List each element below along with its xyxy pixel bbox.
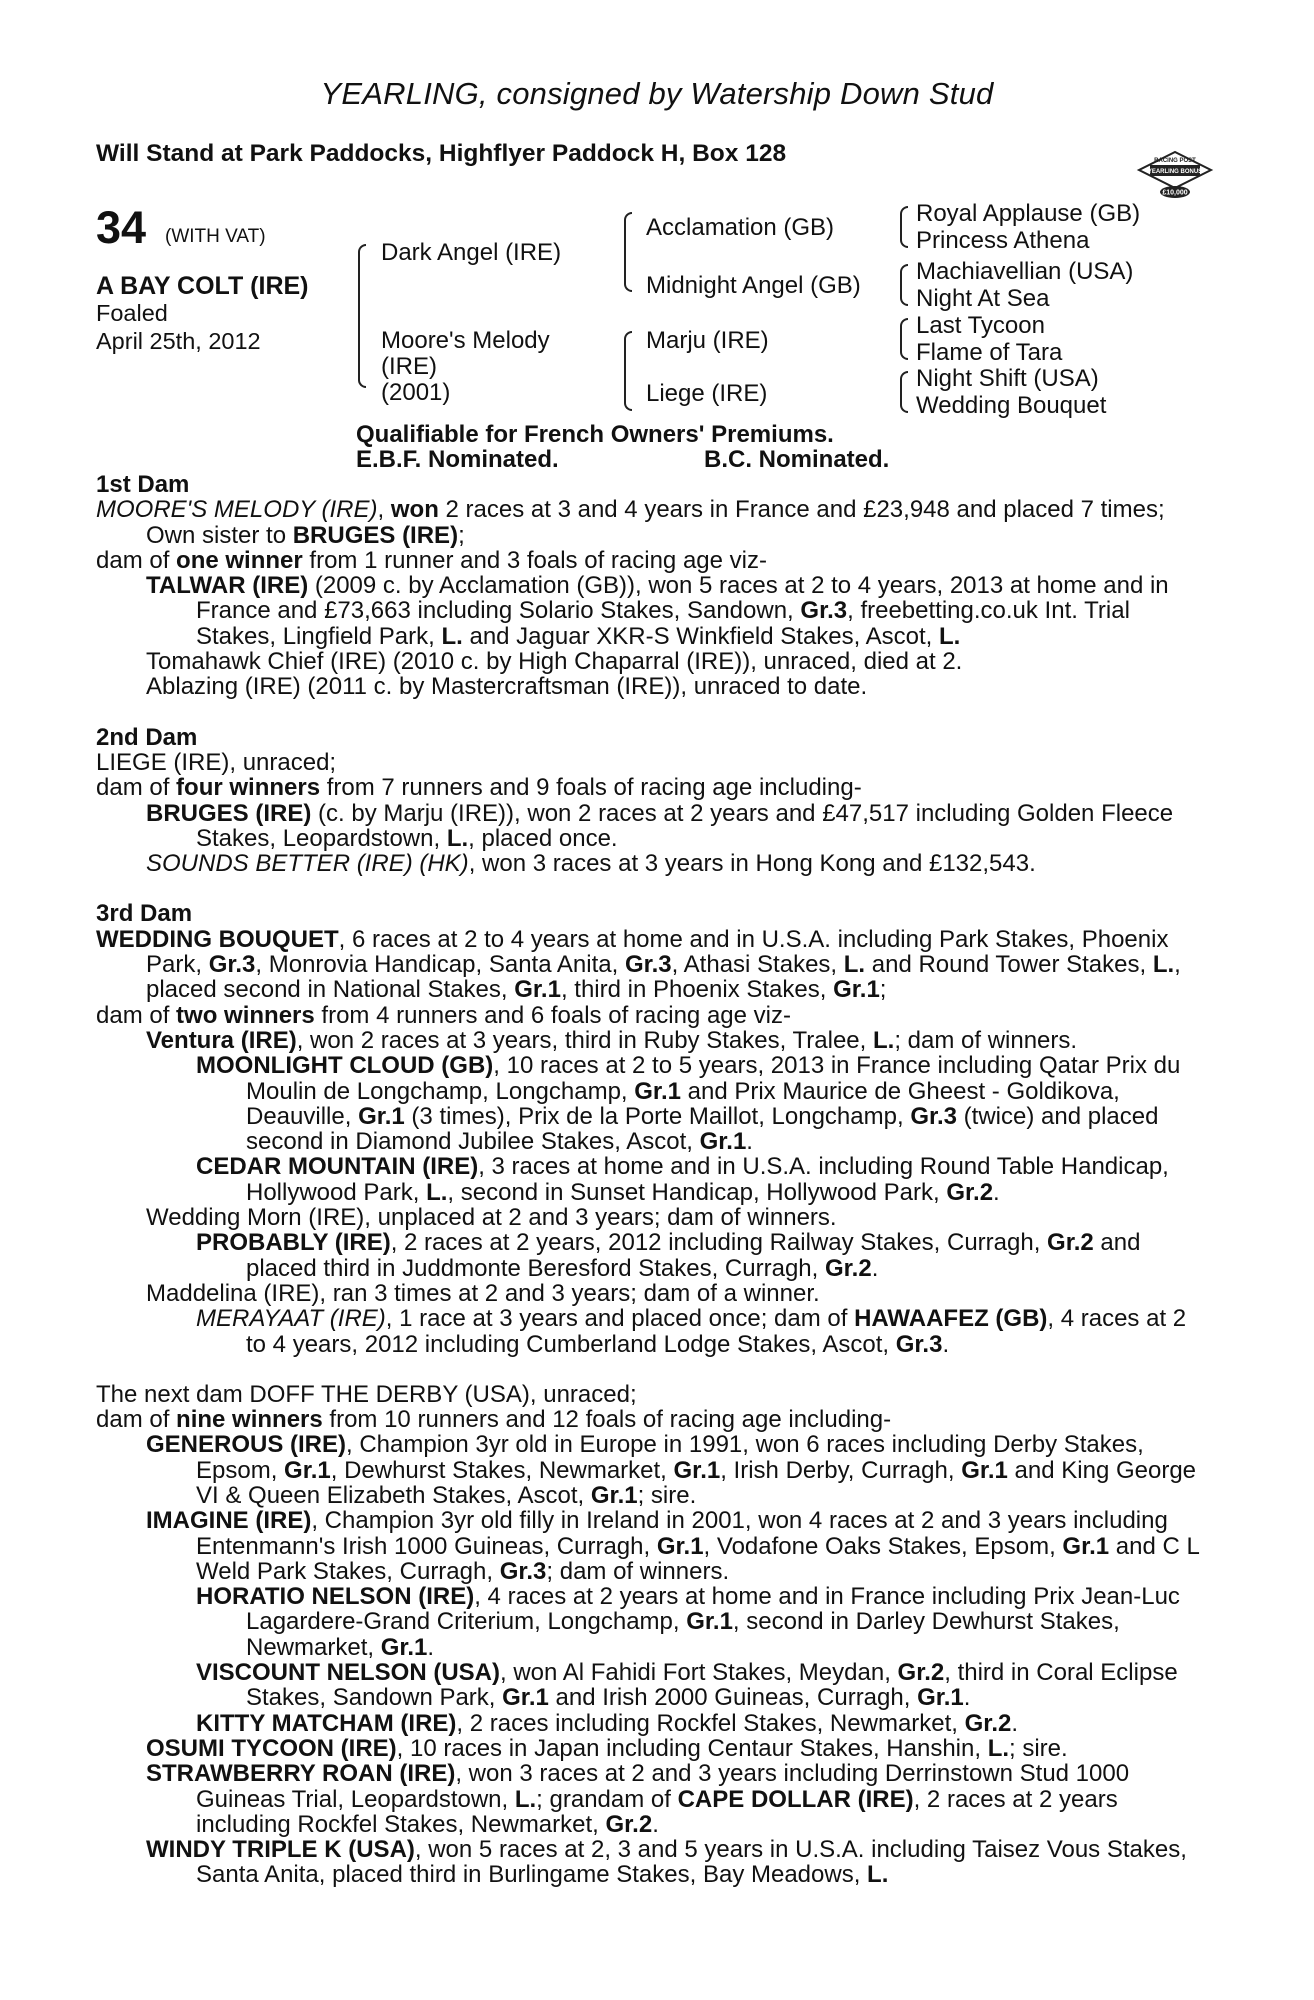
pedigree-entry: SOUNDS BETTER (IRE) (HK), won 3 races at 3 years in Hong Kong and £132,543. (146, 850, 1036, 878)
pedigree-brace (900, 206, 908, 248)
pedigree-brace (900, 371, 908, 413)
french-premiums-note: Qualifiable for French Owners' Premiums. (356, 421, 834, 448)
yearling-bonus-badge (1136, 148, 1214, 200)
pedigree-entry: dam of four winners from 7 runners and 9 foals of racing age including- (96, 774, 862, 802)
pedigree-entry: STRAWBERRY ROAN (IRE), won 3 races at 2 and 3 years including Derrinstown Stud 1000 Guineas Trial, Leopardstown, L.; grandam of CAPE DOLLAR (IRE), 2 races at 2 years including Rockfel Stakes, Newmarket, Gr.2. (146, 1760, 1130, 1838)
lot-number: 34 (96, 202, 147, 253)
pedigree-entry: VISCOUNT NELSON (USA), won Al Fahidi Fort Stakes, Meydan, Gr.2, third in Coral Eclipse Stakes, Sandown Park, Gr.1 and Irish 2000 Guineas, Curragh, Gr.1. (196, 1659, 1178, 1712)
pedigree-entry: Ventura (IRE), won 2 races at 3 years, third in Ruby Stakes, Tralee, L.; dam of winners. (146, 1026, 1078, 1054)
pedigree-entry: OSUMI TYCOON (IRE), 10 races in Japan including Centaur Stakes, Hanshin, L.; sire. (146, 1734, 1068, 1762)
pedigree-brace (900, 318, 908, 360)
pedigree-sire-sire: Acclamation (GB) (646, 214, 835, 241)
second-dam-heading: 2nd Dam (96, 723, 198, 751)
pedigree-entry: HORATIO NELSON (IRE), 4 races at 2 years at home and in France including Prix Jean-Luc Lagardere-Grand Criterium, Longchamp, Gr.1, second in Darley Dewhurst Stakes, Newmarket, Gr.1. (196, 1583, 1180, 1661)
pedigree-dds: Night Shift (USA) (916, 365, 1099, 392)
foaled-date: April 25th, 2012 (96, 328, 261, 354)
pedigree-entry: MERAYAAT (IRE), 1 race at 3 years and placed once; dam of HAWAAFEZ (GB), 4 races at 2 to 4 years, 2012 including Cumberland Lodge Stakes, Ascot, Gr.3. (196, 1305, 1187, 1358)
pedigree-dam-sire: Marju (IRE) (646, 327, 769, 354)
yearling-bonus-badge-icon (1136, 148, 1214, 200)
pedigree-entry: Tomahawk Chief (IRE) (2010 c. by High Chaparral (IRE)), unraced, died at 2. (146, 648, 963, 676)
first-dam-heading: 1st Dam (96, 471, 190, 498)
pedigree-entry: The next dam DOFF THE DERBY (USA), unraced; (96, 1380, 637, 1408)
pedigree-entry: KITTY MATCHAM (IRE), 2 races including Rockfel Stakes, Newmarket, Gr.2. (196, 1709, 1019, 1737)
pedigree-dam-line-2: (IRE) (381, 353, 437, 380)
stand-location: Will Stand at Park Paddocks, Highflyer Paddock H, Box 128 (96, 140, 787, 167)
pedigree-entry: dam of nine winners from 10 runners and 12 foals of racing age including- (96, 1406, 892, 1434)
pedigree-ddd: Wedding Bouquet (916, 392, 1107, 419)
pedigree-sss: Royal Applause (GB) (916, 200, 1141, 227)
bc-nominated: B.C. Nominated. (704, 446, 890, 473)
vat-note: (WITH VAT) (165, 226, 266, 247)
pedigree-entry: Ablazing (IRE) (2011 c. by Mastercraftsman (IRE)), unraced to date. (146, 673, 868, 701)
pedigree-entry: Maddelina (IRE), ran 3 times at 2 and 3 years; dam of a winner. (146, 1279, 820, 1307)
pedigree-sds: Machiavellian (USA) (916, 258, 1134, 285)
second-dam-section (96, 750, 1202, 876)
pedigree-dss: Last Tycoon (916, 312, 1045, 339)
next-dam-section (96, 1382, 1202, 1888)
pedigree-dsd: Flame of Tara (916, 339, 1063, 366)
pedigree-brace (624, 212, 632, 292)
pedigree-sire-dam: Midnight Angel (GB) (646, 272, 861, 299)
pedigree-entry: dam of two winners from 4 runners and 6 foals of racing age viz- (96, 1001, 791, 1029)
pedigree-entry: GENEROUS (IRE), Champion 3yr old in Europe in 1991, won 6 races including Derby Stakes, Epsom, Gr.1, Dewhurst Stakes, Newmarket, Gr.1, Irish Derby, Curragh, Gr.1 and King George VI & Queen Elizabeth Stakes, Ascot, Gr.1; sire. (146, 1431, 1197, 1509)
lot-name: A BAY COLT (IRE) (96, 272, 309, 300)
ebf-nominated: E.B.F. Nominated. (356, 446, 559, 473)
pedigree-entry: dam of one winner from 1 runner and 3 foals of racing age viz- (96, 546, 767, 574)
pedigree-entry: PROBABLY (IRE), 2 races at 2 years, 2012 including Railway Stakes, Curragh, Gr.2 and placed third in Juddmonte Beresford Stakes, Curragh, Gr.2. (196, 1229, 1141, 1282)
pedigree-dam-dam: Liege (IRE) (646, 380, 768, 407)
pedigree-entry: TALWAR (IRE) (2009 c. by Acclamation (GB)), won 5 races at 2 to 4 years, 2013 at home and in France and £73,663 including Solario Stakes, Sandown, Gr.3, freebetting.co.uk Int. Trial Stakes, Lingfield Park, L. and Jaguar XKR-S Winkfield Stakes, Ascot, L. (146, 572, 1169, 650)
first-dam-section (96, 497, 1202, 699)
pedigree-entry: LIEGE (IRE), unraced; (96, 748, 337, 776)
pedigree-entry: MOORE'S MELODY (IRE), won 2 races at 3 and 4 years in France and £23,948 and placed 7 times; Own sister to BRUGES (IRE); (96, 496, 1165, 549)
pedigree-brace (624, 331, 632, 411)
pedigree-sire: Dark Angel (IRE) (381, 239, 562, 266)
third-dam-section (96, 927, 1202, 1357)
third-dam-heading: 3rd Dam (96, 900, 193, 928)
foaled-label: Foaled (96, 300, 168, 326)
pedigree-entry: CEDAR MOUNTAIN (IRE), 3 races at home and in U.S.A. including Round Table Handicap, Hollywood Park, L., second in Sunset Handicap, Hollywood Park, Gr.2. (196, 1153, 1169, 1206)
pedigree-dam-line-3: (2001) (381, 379, 451, 406)
pedigree-entry: IMAGINE (IRE), Champion 3yr old filly in Ireland in 2001, won 4 races at 2 and 3 years including Entenmann's Irish 1000 Guineas, Curragh, Gr.1, Vodafone Oaks Stakes, Epsom, Gr.1 and C L Weld Park Stakes, Curragh, Gr.3; dam of winners. (146, 1507, 1199, 1585)
pedigree-entry: Wedding Morn (IRE), unplaced at 2 and 3 years; dam of winners. (146, 1204, 837, 1232)
produce-record (96, 472, 1202, 1888)
catalogue-title: YEARLING, consigned by Watership Down Stud (320, 76, 994, 111)
pedigree-brace (358, 244, 366, 388)
pedigree-entry: MOONLIGHT CLOUD (GB), 10 races at 2 to 5 years, 2013 in France including Qatar Prix du Moulin de Longchamp, Longchamp, Gr.1 and Prix Maurice de Gheest - Goldikova, Deauville, Gr.1 (3 times), Prix de la Porte Maillot, Longchamp, Gr.3 (twice) and placed second in Diamond Jubilee Stakes, Ascot, Gr.1. (196, 1052, 1181, 1156)
badge-line-2: YEARLING BONUS (1147, 169, 1203, 175)
pedigree-entry: WINDY TRIPLE K (USA), won 5 races at 2, 3 and 5 years in U.S.A. including Taisez Vous Stakes, Santa Anita, placed third in Burlingame Stakes, Bay Meadows, L. (146, 1836, 1187, 1889)
badge-line-1: RACING POST (1154, 158, 1196, 164)
badge-line-3: £10,000 (1162, 189, 1188, 197)
pedigree-entry: BRUGES (IRE) (c. by Marju (IRE)), won 2 races at 2 years and £47,517 including Golden Fleece Stakes, Leopardstown, L., placed once. (146, 799, 1174, 852)
pedigree-dam-line-1: Moore's Melody (381, 327, 550, 354)
pedigree-brace (900, 264, 908, 306)
pedigree-ssd: Princess Athena (916, 227, 1090, 254)
pedigree-sdd: Night At Sea (916, 285, 1050, 312)
pedigree-entry: WEDDING BOUQUET, 6 races at 2 to 4 years at home and in U.S.A. including Park Stakes, Phoenix Park, Gr.3, Monrovia Handicap, Santa Anita, Gr.3, Athasi Stakes, L. and Round Tower Stakes, L., placed second in National Stakes, Gr.1, third in Phoenix Stakes, Gr.1; (96, 925, 1181, 1004)
